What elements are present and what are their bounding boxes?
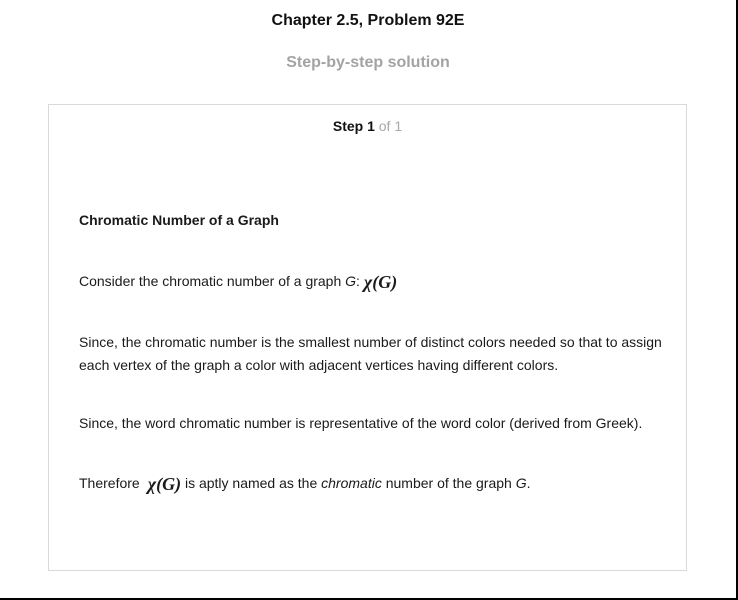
paragraph-conclusion: [79, 472, 669, 495]
step-label: Step 1: [332, 118, 375, 134]
page-subtitle: Step-by-step solution: [286, 54, 450, 71]
variable-g: G: [515, 475, 527, 491]
paragraph-explanation: Since, the chromatic number is the smallest number of distinct colors needed so that to assign each vertex of the graph a color with adjacent vertices having different colors.: [79, 334, 662, 373]
solution-card: [48, 104, 687, 571]
paragraph-definition: [79, 270, 669, 293]
chromatic-formula: χ(G): [363, 272, 398, 292]
colon: :: [356, 273, 360, 289]
step-count: of 1: [378, 118, 403, 134]
period: .: [526, 475, 531, 491]
chromatic-formula: χ(G): [147, 474, 182, 494]
conclusion-after: number of the graph: [381, 475, 516, 491]
step-header: [49, 118, 686, 134]
paragraph-etymology: Since, the word chromatic number is representative of the word color (derived from Greek).: [79, 415, 643, 431]
conclusion-middle: is aptly named as the: [181, 475, 322, 491]
page-title: Chapter 2.5, Problem 92E: [271, 12, 465, 29]
chromatic-emphasis: chromatic: [321, 475, 382, 491]
paragraph-text: Consider the chromatic number of a graph: [79, 273, 346, 289]
variable-g: G: [345, 273, 357, 289]
conclusion-lead: Therefore: [79, 475, 140, 491]
section-heading: Chromatic Number of a Graph: [79, 212, 279, 228]
